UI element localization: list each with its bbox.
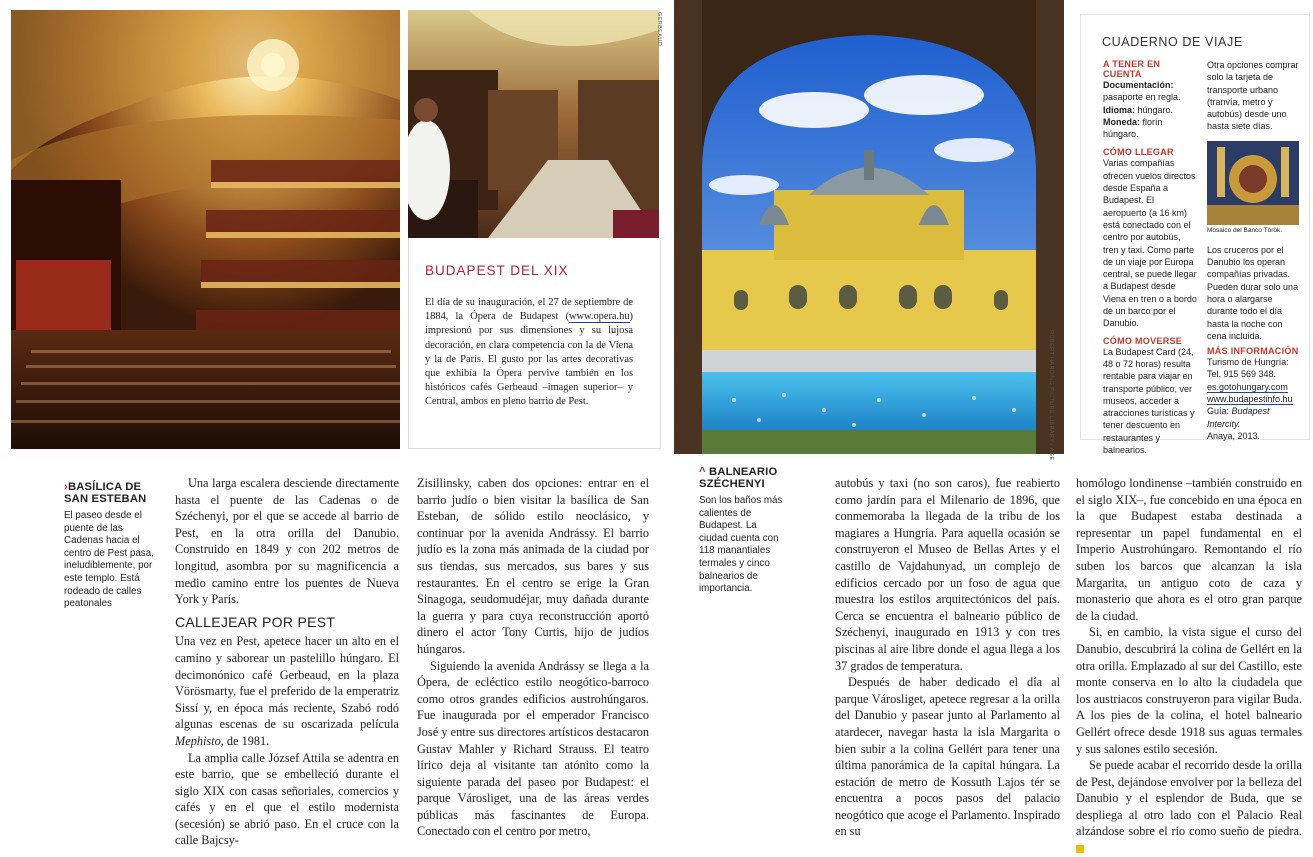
doc-label: Documentación: (1103, 80, 1174, 90)
moverse-text: La Budapest Card (24, 48 o 72 horas) resulta rentable para viajar en transporte público, ver museos, acceder a atracciones turísticas y tener descuento en restaurantes y balnearios. (1103, 346, 1195, 456)
box-body (425, 296, 633, 410)
col1-p2-a: Una vez en Pest, apetece hacer un alto en el camino y saborear un pastelillo húngaro. El decimonónico café Gerbeaud, en la plaza Vörösmarty, fue el preferido de la emperatriz Sissí y, en época más reciente, Szabó rodó algunas escenas de su oscarizada película (175, 634, 399, 732)
article-column-3 (835, 475, 1060, 840)
cruceros-text: Los cruceros por el Danubio los operan compañías privadas. Pueden durar solo una hora o alargarse durante todo el día hasta la noche con cena incluida. (1207, 244, 1299, 341)
tener-text (1103, 79, 1198, 140)
llegar-heading: CÓMO LLEGAR (1103, 147, 1174, 158)
info-line-2: Tel. 915 569 348. (1207, 369, 1277, 380)
col4-paragraph-1: homólogo londinense –también construido en el siglo XIX–, fue concebido en una época en la que Budapest estaba destinada a representar un papel fundamental en el Imperio Austrohúngaro. Remontando el río suben los barcos que alcanzan la isla Margarita, un antiguo coto de caza y monasterio que ahora es el otro gran parque de la ciudad. (1076, 476, 1302, 623)
cafe-gerbeaud-photo (408, 10, 659, 238)
idioma-label: Idioma: (1103, 104, 1136, 115)
idioma-value: húngaro. (1135, 104, 1174, 115)
film-title: Mephisto (175, 733, 221, 748)
cuaderno-right-column (1207, 59, 1303, 442)
szechenyi-bath-photo (674, 0, 1064, 454)
gotohungary-link[interactable]: es.gotohungary.com (1207, 381, 1288, 392)
guia-title: Budapest Intercity. (1207, 406, 1270, 429)
caption-basilica (64, 481, 160, 611)
col2-paragraph-1: Zisillinsky, caben dos opciones: entrar en el barrio judío o bien visitar la basílica de San Esteban, de sólido estilo neoclásico, y continuar por la avenida Andrássy. El barrio judío es la zona más animada de la ciudad por sus tiendas, sus mercados, sus bares y sus restaurantes. En el centro se erige la Gran Sinagoga, seudomudéjar, muy dañada durante la guerra y para cuya reconstrucción aportó dinero el actor Tony Curtis, hijo de judíos húngaros. (417, 476, 649, 656)
end-mark-icon (1076, 845, 1084, 853)
cuaderno-de-viaje-box (1080, 14, 1310, 456)
mosaic-caption: Mosaico del Banco Török. (1207, 226, 1283, 234)
guia-label: Guía: (1207, 406, 1232, 417)
moneda-value: florín húngaro. (1103, 116, 1163, 140)
tener-heading: A TENER EN CUENTA (1103, 59, 1161, 79)
info-line-1: Turismo de Hungría: (1207, 357, 1289, 368)
info-heading: MÁS INFORMACIÓN (1207, 346, 1299, 357)
mosaic-image (1207, 141, 1299, 225)
col4-paragraph-2: Si, en cambio, la vista sigue el curso del Danubio, descubrirá la colina de Gellért en la otra orilla. Emplazado al sur del Castillo, este monte conserva en lo alto la ciudadela que los austriacos construyeron para vigilar Buda. A los pies de la colina, el hotel balneario Gellért ofrece desde 1918 sus aguas termales y sus salones estilo secesión. (1076, 625, 1302, 756)
opera-photo (11, 10, 400, 449)
cuaderno-left-column (1103, 59, 1198, 456)
caption-balneario (699, 466, 787, 596)
col3-paragraph-2: Después de haber dedicado el día al parque Városliget, apetece regresar a la orilla del Danubio y pasear junto al Parlamento al atardecer, navegar hasta la isla Margarita o bien subir a la colina Gellért para tener una última panorámica de la capital húngara. La estación de metro de Kossuth Lajos tér se encuentra a pocos pasos del palacio neogótico que acoge el Parlamento. Inspirado en su (835, 675, 1060, 839)
col3-paragraph-1: autobús y taxi (no son caros), fue reabierto como jardín para el Milenario de 1896, que conmemoraba la llegada de la tribu de los magiares a Hungría. Para aquella ocasión se construyeron el Museo de Bellas Artes y el castillo de Vajdahunyad, un complejo de edificios cercado por un foso de agua que muestra los estilos arquitectónicos del país. Cerca se encuentra el balneario público de Széchenyi, inaugurado en 1913 y con tres piscinas al aire libre donde el agua llega a los 37 grados de temperatura. (835, 476, 1060, 673)
doc-value: pasaporte en regla. (1103, 92, 1181, 103)
transport-card-text: Otra opciones comprar solo la tarjeta de transporte urbano (tranvía, metro y autobús) desde uno hasta siete días. (1207, 60, 1299, 132)
photo-credit-cafe: GERBEAUD (656, 12, 662, 47)
article-column-2 (417, 475, 649, 840)
box-text-part2: ) impresionó por sus dimensiones y su lujosa decoración, en clara competencia con la de Viena y la de París. El gusto por las artes decorativas que exhibía la Ópera pervive también en los históricos cafés Gerbeaud –imagen superior– y Central, ambos en pleno barrio de Pest. (425, 311, 633, 408)
col1-paragraph-3: La amplia calle József Attila se adentra en este barrio, que se embelleció durante el siglo XIX con casas señoriales, comercios y cafés y en el que el estilo modernista (secesión) se abrió paso. En el cruce con la calle Bajcsy- (175, 750, 399, 848)
caption-balneario-text: Son los baños más calientes de Budapest. La ciudad cuenta con 118 manantiales termales y cinco balnearios de importancia. (699, 495, 783, 595)
guia-publisher: Anaya, 2013. (1207, 430, 1261, 441)
budapestinfo-link[interactable]: www.budapestinfo.hu (1207, 394, 1293, 405)
caption-marker-icon: ^ (699, 466, 706, 478)
llegar-text: Varias compañías ofrecen vuelos directos desde España a Budapest. El aeropuerto (a 16 km) está conectado con el centro por autobús, tren y taxi. Como parte de un viaje por Europa central, se puede llegar a Budapest desde Viena en tren o a bordo de un barco por el Danubio. (1103, 158, 1197, 329)
section-heading-callejear: CALLEJEAR POR PEST (175, 613, 336, 630)
moneda-label: Moneda: (1103, 116, 1140, 127)
col4-p3-text: Se puede acabar el recorrido desde la orilla de Pest, dejándose envolver por la belleza del Danubio y el esplendor de Buda, que se despliega al otro lado con el Palacio Real alzándose sobre el río como sueño de piedra. (1076, 758, 1302, 839)
moverse-heading: CÓMO MOVERSE (1103, 335, 1183, 346)
col1-paragraph-1: Una larga escalera desciende directamente hasta el puente de las Cadenas o de Széchenyi, por el que se accede al barrio de Pest, en la otra orilla del Danubio. Construido en 1849 y con 202 metros de longitud, asombra por su magnificencia a medio camino entre los puentes de Nueva York y París. (175, 476, 399, 607)
article-column-4 (1076, 475, 1302, 857)
photo-credit-bath: ROBERT HARDING PICTURE LIBRARY / AGE (1048, 330, 1054, 461)
box-title: BUDAPEST DEL XIX (425, 263, 569, 278)
info-text (1207, 356, 1303, 442)
caption-marker-icon: › (64, 481, 68, 493)
budapest-del-xix-box (408, 238, 661, 449)
caption-basilica-title: BASÍLICA DE SAN ESTEBAN (64, 481, 147, 505)
caption-balneario-title: BALNEARIO SZÉCHENYI (699, 466, 778, 490)
col1-p2-b: , de 1981. (220, 733, 270, 748)
col4-paragraph-3 (1076, 757, 1302, 857)
article-column-1 (175, 475, 399, 849)
col2-paragraph-2: Siguiendo la avenida Andrássy se llega a la Ópera, de ecléctico estilo neogótico-barroco como otros grandes edificios austrohúngaros. Fue inaugurada por el emperador Francisco José y entre sus directores artísticos destacaron Gustav Mahler y Richard Strauss. El teatro lírico deja al visitante tan atónito como la siguiente parada del paseo por Budapest: el parque Városliget, una de las áreas verdes públicas más fascinantes de Europa. Conectado con el centro por metro, (417, 658, 649, 839)
caption-basilica-text: El paseo desde el puente de las Cadenas hacia el centro de Pest pasa, ineludiblemente, por este templo. Está rodeado de calles peatonales (64, 510, 154, 610)
opera-link[interactable]: www.opera.hu (569, 311, 630, 323)
cuaderno-title: CUADERNO DE VIAJE (1102, 35, 1243, 49)
col1-paragraph-2 (175, 633, 399, 749)
box-text-part1: El día de su inauguración, el 27 de septiembre de 1884, la Ópera de Budapest ( (425, 297, 633, 323)
